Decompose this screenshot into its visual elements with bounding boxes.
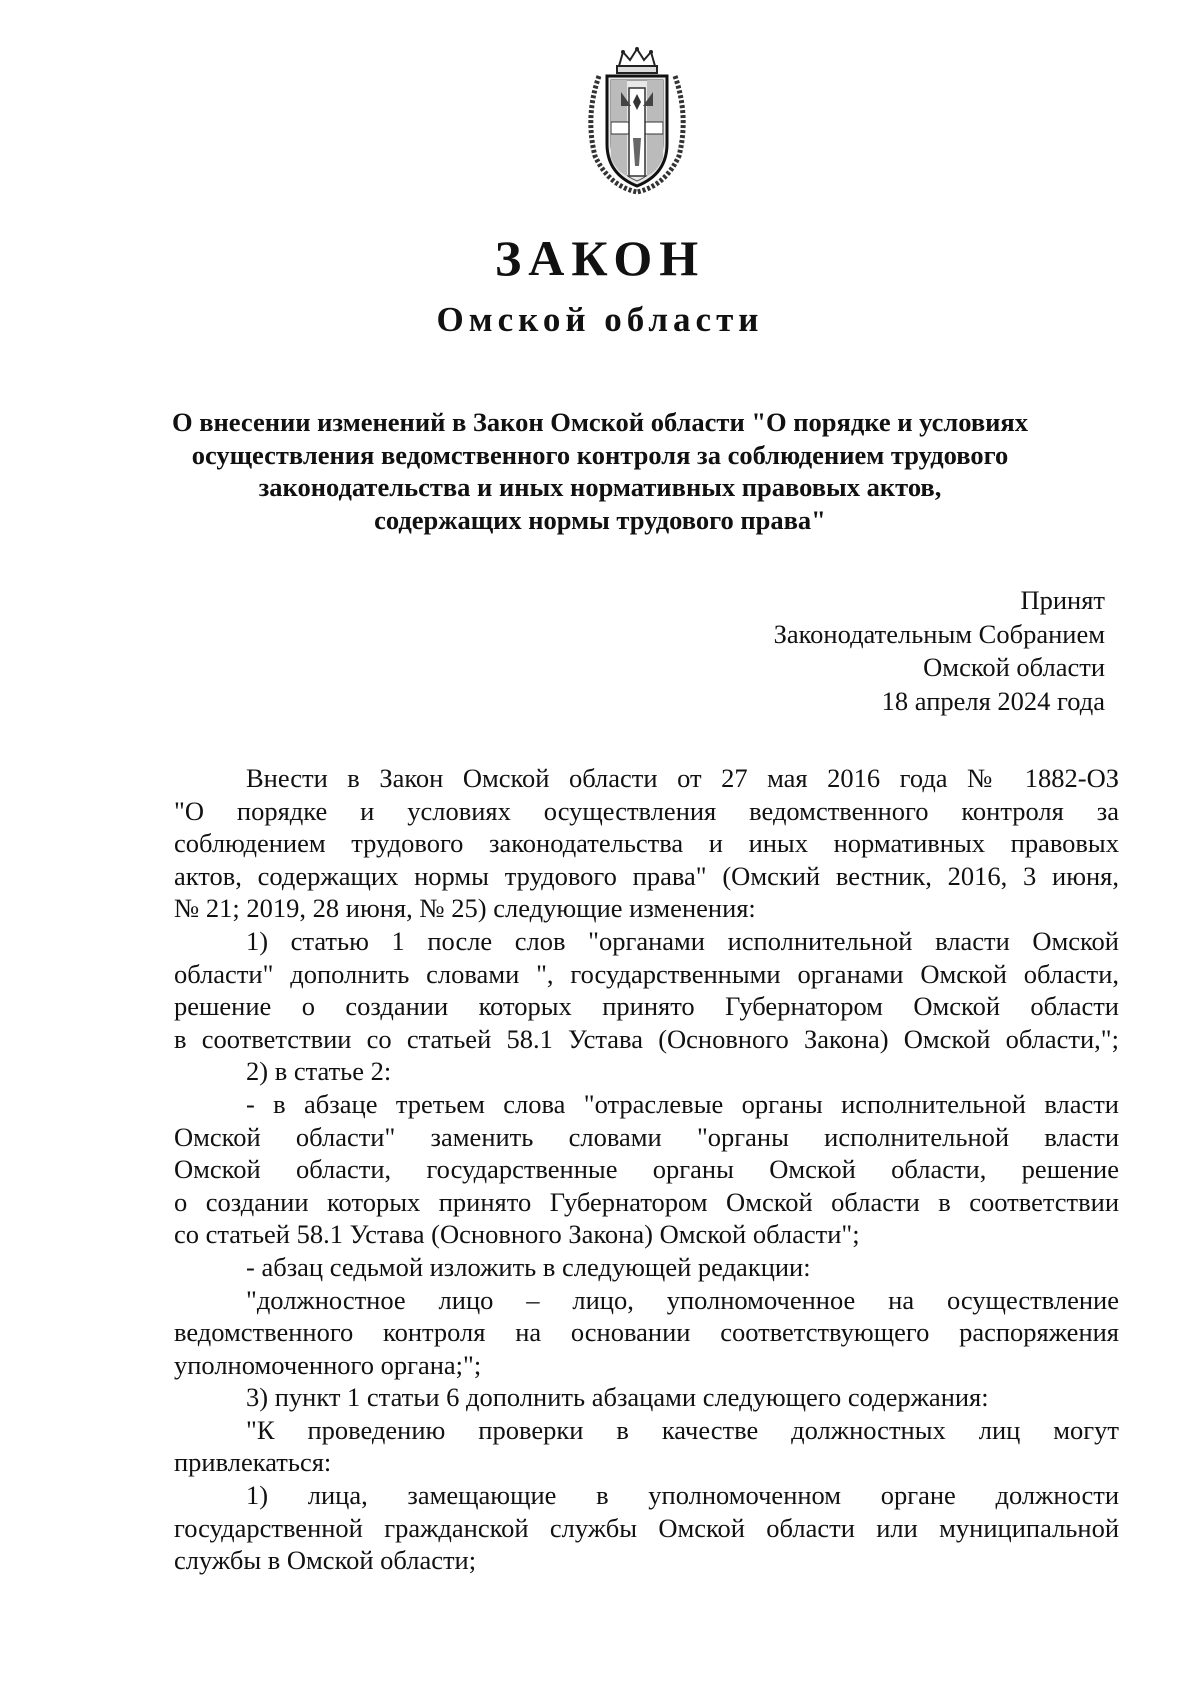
heading-line: содержащих нормы трудового права" [374, 504, 826, 535]
heading-line: осуществления ведомственного контроля за соблюдением трудового [191, 439, 1009, 470]
adoption-date: 18 апреля 2024 года [881, 685, 1105, 716]
body-line: ведомственного контроля на основании соответствующего распоряжения [174, 1317, 1119, 1348]
body-line: "К проведению проверки в качестве должностных лиц могут [246, 1414, 1119, 1445]
body-line: о создании которых принято Губернатором Омской области в соответствии [174, 1186, 1119, 1217]
body-line: уполномоченного органа;"; [174, 1349, 482, 1380]
body-line: со статьей 58.1 Устава (Основного Закона) Омской области"; [174, 1219, 860, 1250]
body-line: 1) лица, замещающие в уполномоченном органе должности [246, 1480, 1119, 1511]
body-line: соблюдением трудового законодательства и иных нормативных правовых [174, 828, 1119, 859]
body-line: "должностное лицо – лицо, уполномоченное на осуществление [246, 1284, 1119, 1315]
body-line: 3) пункт 1 статьи 6 дополнить абзацами следующего содержания: [246, 1382, 989, 1413]
adoption-line: Омской области [923, 652, 1105, 682]
body-line: актов, содержащих нормы трудового права" (Омский вестник, 2016, 3 июня, [174, 860, 1119, 891]
body-line: государственной гражданской службы Омской области или муниципальной [174, 1512, 1119, 1543]
body-line: Омской области, государственные органы Омской области, решение [174, 1154, 1119, 1185]
heading-line: О внесении изменений в Закон Омской области "О порядке и условиях [171, 407, 1028, 437]
body-line: привлекаться: [174, 1447, 332, 1478]
body-line: № 21; 2019, 28 июня, № 25) следующие изменения: [174, 893, 756, 924]
omsk-region-coat-of-arms [581, 46, 693, 196]
law-body [174, 762, 1119, 1577]
body-line: - в абзаце третьем слова "отраслевые органы исполнительной власти [246, 1088, 1119, 1119]
body-line: службы в Омской области; [174, 1545, 477, 1576]
law-heading [150, 406, 1050, 536]
body-line: 2) в статье 2: [246, 1056, 392, 1087]
adoption-block [505, 584, 1105, 718]
document-title: ЗАКОН [494, 230, 706, 286]
body-line: в соответствии со статьей 58.1 Устава (Основного Закона) Омской области,"; [174, 1023, 1119, 1054]
body-line: 1) статью 1 после слов "органами исполнительной власти Омской [246, 925, 1119, 956]
heading-line: законодательства и иных нормативных правовых актов, [258, 472, 942, 503]
coat-of-arms-icon [581, 46, 693, 196]
body-line: решение о создании которых принято Губернатором Омской области [174, 991, 1119, 1022]
body-line: - абзац седьмой изложить в следующей редакции: [246, 1251, 811, 1282]
body-line: области" дополнить словами ", государственными органами Омской области, [174, 958, 1119, 989]
body-line: Омской области" заменить словами "органы исполнительной власти [174, 1121, 1119, 1152]
body-line: "О порядке и условиях осуществления ведомственного контроля за [174, 795, 1119, 826]
document-subtitle: Омской области [436, 300, 764, 339]
adoption-line: Законодательным Собранием [773, 618, 1105, 649]
adoption-line: Принят [1020, 585, 1105, 615]
body-line: Внести в Закон Омской области от 27 мая 2016 года № 1882-ОЗ [246, 763, 1119, 793]
